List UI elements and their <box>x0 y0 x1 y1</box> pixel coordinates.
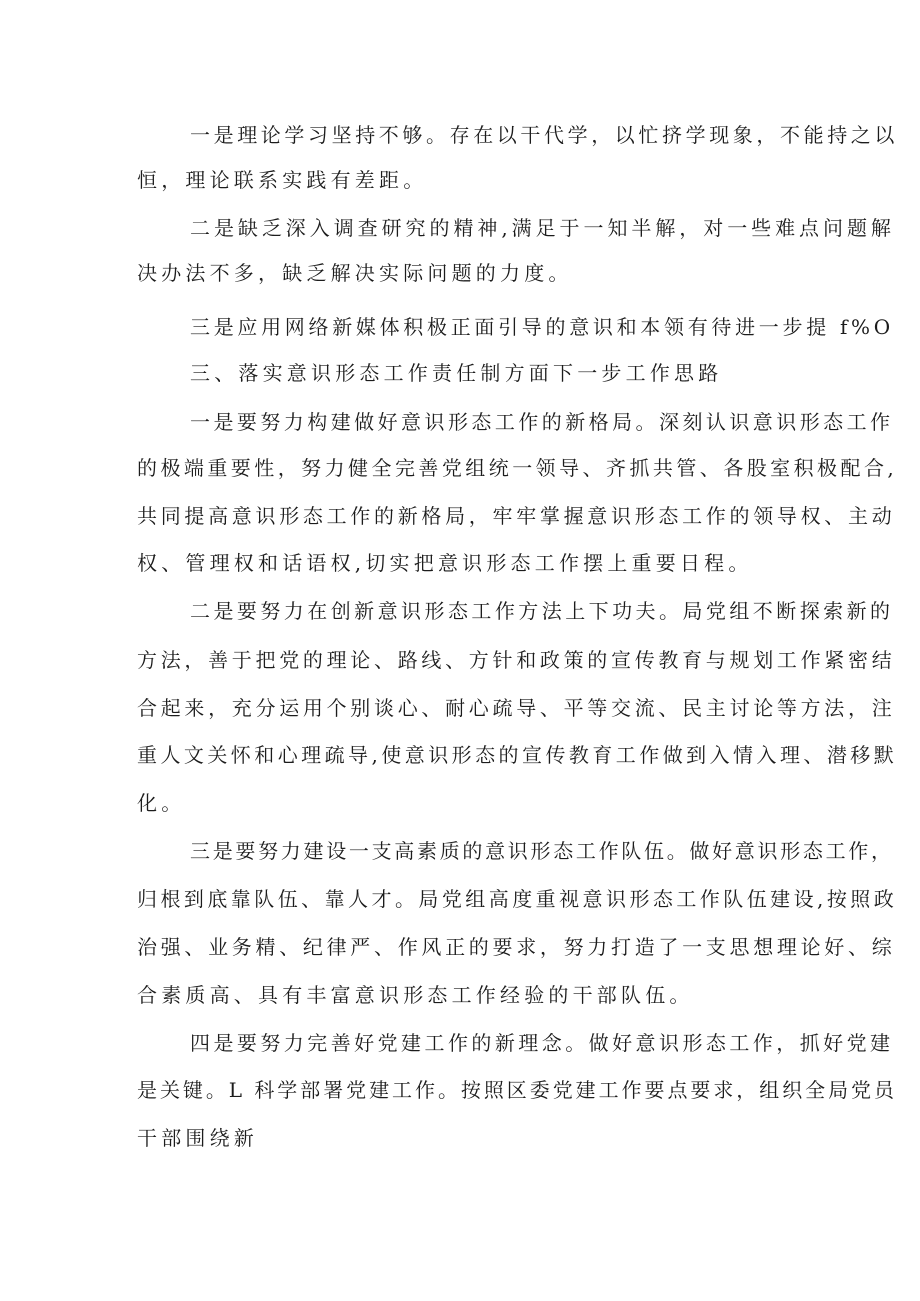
text-line: 四是要努力完善好党建工作的新理念。做好意识形态工作，抓好党建 <box>190 1031 894 1055</box>
text-line: 是关键。L 科学部署党建工作。按照区委党建工作要点要求，组织全局党员 <box>137 1078 897 1102</box>
text-line: 一是理论学习坚持不够。存在以干代学，以忙挤学现象，不能持之以 <box>190 123 898 147</box>
text-line: 化。 <box>137 791 186 815</box>
text-line: 二是要努力在创新意识形态工作方法上下功夫。局党组不断探索新的 <box>190 599 894 623</box>
text-line: 方法，善于把党的理论、路线、方针和政策的宣传教育与规划工作紧密结 <box>137 648 896 672</box>
text-line: 决办法不多，缺乏解决实际问题的力度。 <box>137 261 573 285</box>
text-line: 二是缺乏深入调查研究的精神,满足于一知半解，对一些难点问题解 <box>190 216 895 240</box>
text-line: 一是要努力构建做好意识形态工作的新格局。深刻认识意识形态工作 <box>190 410 894 434</box>
text-line: 三是要努力建设一支高素质的意识形态工作队伍。做好意识形态工作， <box>190 839 894 863</box>
text-line: 合素质高、具有丰富意识形态工作经验的干部队伍。 <box>137 983 694 1007</box>
text-line: 三是应用网络新媒体积极正面引导的意识和本领有待进一步提 f%O <box>190 315 894 339</box>
text-line: 干部围绕新 <box>137 1126 258 1150</box>
text-line: 恒，理论联系实践有差距。 <box>137 168 428 192</box>
text-line: 重人文关怀和心理疏导,使意识形态的宣传教育工作做到入情入理、潜移默 <box>137 743 898 767</box>
text-line: 归根到底靠队伍、靠人才。局党组高度重视意识形态工作队伍建设,按照政 <box>137 887 898 911</box>
text-line: 治强、业务精、纪律严、作风正的要求，努力打造了一支思想理论好、综 <box>137 935 896 959</box>
text-line: 合起来，充分运用个别谈心、耐心疏导、平等交流、民主讨论等方法，注 <box>137 696 896 720</box>
text-line: 的极端重要性，努力健全完善党组统一领导、齐抓共管、各股室积极配合, <box>137 456 898 480</box>
text-line: 共同提高意识形态工作的新格局，牢牢掌握意识形态工作的领导权、主动 <box>137 504 896 528</box>
text-line: 权、管理权和话语权,切实把意识形态工作摆上重要日程。 <box>137 551 753 575</box>
section-heading: 三、落实意识形态工作责任制方面下一步工作思路 <box>190 361 723 385</box>
